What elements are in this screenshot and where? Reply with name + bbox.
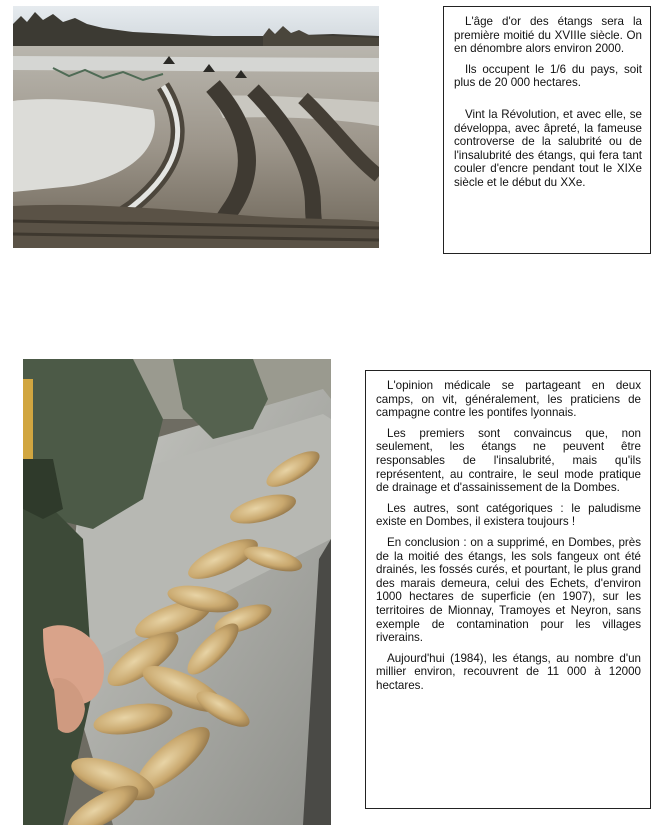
paragraph-first-camp: Les premiers sont convaincus que, non seulement, les étangs ne peuvent être responsables de l'insalubrité, mais qu'ils représentent, au contraire, le seul mode pratique de drainage et d'assainissement de la Dombes. [376, 426, 641, 495]
paragraph-today: Aujourd'hui (1984), les étangs, au nombre d'un millier environ, recouvrent de 11 000 à 12000 hectares. [376, 651, 641, 692]
drained-pond-photo [13, 6, 379, 248]
paragraph-revolution: Vint la Révolution, et avec elle, se développa, avec âpreté, la fameuse controverse de la salubrité ou de l'insalubrité des étangs, qui fera tant couler d'encre pendant tout le XIXe siècle et le début du XXe. [454, 107, 642, 189]
medical-debate-text-box [365, 370, 651, 809]
paragraph-second-camp: Les autres, sont catégoriques : le paludisme existe en Dombes, il existera toujours ! [376, 501, 641, 529]
historical-text-box [443, 6, 651, 254]
paragraph-area: Ils occupent le 1/6 du pays, soit plus de 20 000 hectares. [454, 62, 642, 90]
fish-harvest-photo [23, 359, 331, 825]
paragraph-medical-opinion: L'opinion médicale se partageant en deux camps, on vit, généralement, les praticiens de campagne contre les pontifes lyonnais. [376, 379, 641, 420]
paragraph-conclusion: En conclusion : on a supprimé, en Dombes, près de la moitié des étangs, les sols fangeux ont été drainés, les fossés curés, et pourtant, le plus grand des marais demeura, celui des Echets, d'environ 1000 hectares de superficie (en 1907), sur les territoires de Mionnay, Tramoyes et Neyron, sans exemple de contamination pour les villages riverains. [376, 535, 641, 645]
paragraph-golden-age: L'âge d'or des étangs sera la première moitié du XVIIIe siècle. On en dénombre alors environ 2000. [454, 15, 642, 56]
